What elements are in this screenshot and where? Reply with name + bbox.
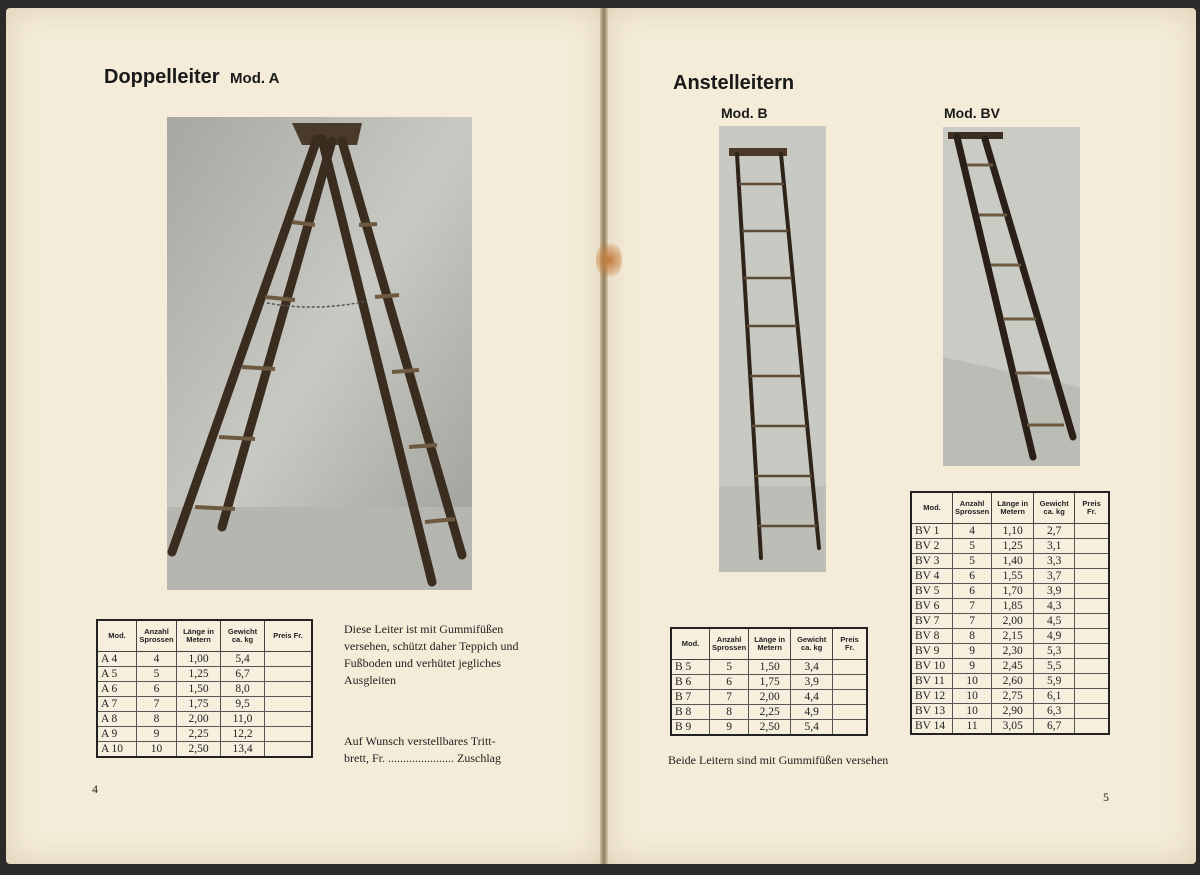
cell-rungs: 11 [953,719,992,735]
cell-price [265,652,313,667]
table-row [97,712,312,727]
cell-length: 1,25 [992,539,1034,554]
cell-rungs: 10 [953,689,992,704]
cell-mod: BV 2 [911,539,953,554]
cell-weight: 9,5 [221,697,265,712]
cell-rungs: 4 [137,652,177,667]
model-label: Mod. A [230,70,280,87]
book-gutter [600,8,608,864]
cell-price [833,675,867,690]
cell-length: 1,75 [177,697,221,712]
cell-mod: BV 13 [911,704,953,719]
cell-weight: 3,3 [1034,554,1075,569]
cell-weight: 3,7 [1034,569,1075,584]
cell-length: 1,40 [992,554,1034,569]
table-row [911,659,1109,674]
cell-price [265,742,313,758]
cell-mod: A 4 [97,652,137,667]
page-number-right: 5 [1103,790,1109,804]
cell-length: 1,70 [992,584,1034,599]
cell-price [1075,719,1109,735]
cell-price [265,697,313,712]
cell-mod: BV 8 [911,629,953,644]
cell-weight: 4,4 [791,690,833,705]
cell-mod: BV 7 [911,614,953,629]
cell-length: 2,15 [992,629,1034,644]
cell-weight: 6,3 [1034,704,1075,719]
cell-price [265,727,313,742]
cell-mod: B 6 [671,675,710,690]
cell-length: 2,00 [177,712,221,727]
cell-price [265,682,313,697]
cell-weight: 8,0 [221,682,265,697]
cell-mod: BV 14 [911,719,953,735]
cell-rungs: 7 [953,614,992,629]
cell-length: 2,60 [992,674,1034,689]
cell-length: 1,10 [992,524,1034,539]
cell-mod: BV 4 [911,569,953,584]
table-row [671,690,867,705]
left-title-group [104,66,279,89]
cell-length: 2,90 [992,704,1034,719]
cell-mod: B 5 [671,660,710,675]
cell-rungs: 6 [710,675,749,690]
col-header-length: Länge in Metern [992,492,1034,524]
cell-weight: 12,2 [221,727,265,742]
page-title-right: Anstelleitern [673,72,795,94]
table-row [911,704,1109,719]
cell-price [1075,689,1109,704]
cell-rungs: 7 [953,599,992,614]
rubber-feet-note: Diese Leiter ist mit Gummifüßen versehen, schützt daher Teppich und Fußboden und verhütet jegliches Ausgleiten [344,622,519,687]
table-row [97,682,312,697]
cell-rungs: 7 [137,697,177,712]
cell-rungs: 6 [953,584,992,599]
cell-rungs: 10 [137,742,177,758]
cell-length: 1,55 [992,569,1034,584]
cell-price [1075,569,1109,584]
cell-mod: A 6 [97,682,137,697]
cell-length: 1,75 [749,675,791,690]
cell-weight: 4,9 [791,705,833,720]
table-row [911,614,1109,629]
cell-price [265,667,313,682]
cell-mod: B 8 [671,705,710,720]
table-row [97,742,312,758]
cell-length: 1,85 [992,599,1034,614]
cell-rungs: 6 [953,569,992,584]
cell-price [1075,614,1109,629]
step-ladder-photo [167,117,472,590]
cell-price [1075,524,1109,539]
cell-mod: BV 6 [911,599,953,614]
table-row [911,644,1109,659]
cell-length: 2,00 [992,614,1034,629]
model-label-b: Mod. B [721,105,768,121]
cell-length: 2,45 [992,659,1034,674]
cell-price [1075,659,1109,674]
cell-mod: B 9 [671,720,710,736]
table-row [671,720,867,736]
cell-price [1075,704,1109,719]
table-row [911,599,1109,614]
cell-weight: 3,1 [1034,539,1075,554]
cell-rungs: 5 [137,667,177,682]
cell-weight: 5,4 [221,652,265,667]
cell-length: 1,00 [177,652,221,667]
cell-mod: A 8 [97,712,137,727]
cell-rungs: 4 [953,524,992,539]
lean-ladder-bv-photo [943,127,1080,466]
paper-stain [596,240,622,280]
cell-weight: 5,9 [1034,674,1075,689]
table-row [911,584,1109,599]
table-row [671,675,867,690]
col-header-length: Länge in Metern [749,628,791,660]
cell-rungs: 9 [710,720,749,736]
footer-note: Beide Leitern sind mit Gummifüßen versehen [668,753,889,767]
cell-rungs: 8 [137,712,177,727]
cell-mod: BV 1 [911,524,953,539]
cell-rungs: 10 [953,704,992,719]
cell-length: 1,25 [177,667,221,682]
cell-mod: BV 11 [911,674,953,689]
col-header-price: Preis Fr. [265,620,313,652]
cell-length: 2,50 [749,720,791,736]
table-row [911,524,1109,539]
cell-weight: 4,3 [1034,599,1075,614]
col-header-price: Preis Fr. [833,628,867,660]
col-header-length: Länge in Metern [177,620,221,652]
col-header-weight: Gewicht ca. kg [221,620,265,652]
col-header-mod: Mod. [671,628,710,660]
cell-weight: 4,5 [1034,614,1075,629]
table-row [671,660,867,675]
lean-ladder-b-photo [719,126,826,572]
col-header-rungs: Anzahl Sprossen [710,628,749,660]
table-row [97,667,312,682]
cell-weight: 11,0 [221,712,265,727]
cell-weight: 5,5 [1034,659,1075,674]
step-option-line-2: brett, Fr. ...................... Zuschlag [344,751,501,765]
col-header-weight: Gewicht ca. kg [1034,492,1075,524]
cell-weight: 3,9 [1034,584,1075,599]
table-row [97,697,312,712]
cell-length: 2,30 [992,644,1034,659]
cell-weight: 13,4 [221,742,265,758]
cell-weight: 6,7 [1034,719,1075,735]
cell-rungs: 7 [710,690,749,705]
col-header-rungs: Anzahl Sprossen [137,620,177,652]
cell-rungs: 6 [137,682,177,697]
cell-mod: BV 5 [911,584,953,599]
cell-mod: BV 9 [911,644,953,659]
cell-price [1075,584,1109,599]
cell-price [1075,629,1109,644]
cell-mod: BV 3 [911,554,953,569]
cell-price [1075,674,1109,689]
cell-length: 2,50 [177,742,221,758]
cell-price [1075,599,1109,614]
cell-weight: 3,9 [791,675,833,690]
col-header-mod: Mod. [97,620,137,652]
cell-price [265,712,313,727]
col-header-rungs: Anzahl Sprossen [953,492,992,524]
cell-length: 2,25 [749,705,791,720]
cell-mod: B 7 [671,690,710,705]
spec-table-bv [910,491,1110,735]
cell-weight: 6,7 [221,667,265,682]
spec-table-a [96,619,313,758]
col-header-weight: Gewicht ca. kg [791,628,833,660]
cell-price [833,720,867,736]
page-title: Doppelleiter [104,66,220,88]
table-row [911,629,1109,644]
cell-mod: A 5 [97,667,137,682]
col-header-price: Preis Fr. [1075,492,1109,524]
cell-rungs: 9 [137,727,177,742]
cell-rungs: 5 [953,539,992,554]
cell-length: 3,05 [992,719,1034,735]
table-row [911,539,1109,554]
cell-rungs: 9 [953,644,992,659]
cell-price [1075,554,1109,569]
table-row [911,719,1109,735]
step-option-note [344,733,539,767]
spec-table-b [670,627,868,736]
cell-price [1075,644,1109,659]
cell-price [1075,539,1109,554]
cell-rungs: 5 [953,554,992,569]
cell-weight: 3,4 [791,660,833,675]
cell-price [833,690,867,705]
cell-price [833,660,867,675]
step-option-line-1: Auf Wunsch verstellbares Tritt- [344,734,496,748]
cell-mod: BV 12 [911,689,953,704]
cell-length: 2,25 [177,727,221,742]
cell-weight: 6,1 [1034,689,1075,704]
cell-weight: 4,9 [1034,629,1075,644]
cell-weight: 5,4 [791,720,833,736]
cell-rungs: 10 [953,674,992,689]
cell-price [833,705,867,720]
table-row [911,689,1109,704]
table-row [97,727,312,742]
table-row [911,674,1109,689]
cell-mod: A 9 [97,727,137,742]
cell-length: 2,75 [992,689,1034,704]
table-row [911,569,1109,584]
cell-weight: 5,3 [1034,644,1075,659]
cell-rungs: 8 [710,705,749,720]
cell-weight: 2,7 [1034,524,1075,539]
cell-mod: BV 10 [911,659,953,674]
cell-length: 1,50 [177,682,221,697]
table-row [671,705,867,720]
cell-mod: A 7 [97,697,137,712]
table-row [911,554,1109,569]
cell-rungs: 8 [953,629,992,644]
cell-rungs: 5 [710,660,749,675]
table-row [97,652,312,667]
cell-length: 2,00 [749,690,791,705]
model-label-bv: Mod. BV [944,105,1000,121]
cell-length: 1,50 [749,660,791,675]
col-header-mod: Mod. [911,492,953,524]
page-number-left: 4 [92,782,98,796]
cell-rungs: 9 [953,659,992,674]
cell-mod: A 10 [97,742,137,758]
